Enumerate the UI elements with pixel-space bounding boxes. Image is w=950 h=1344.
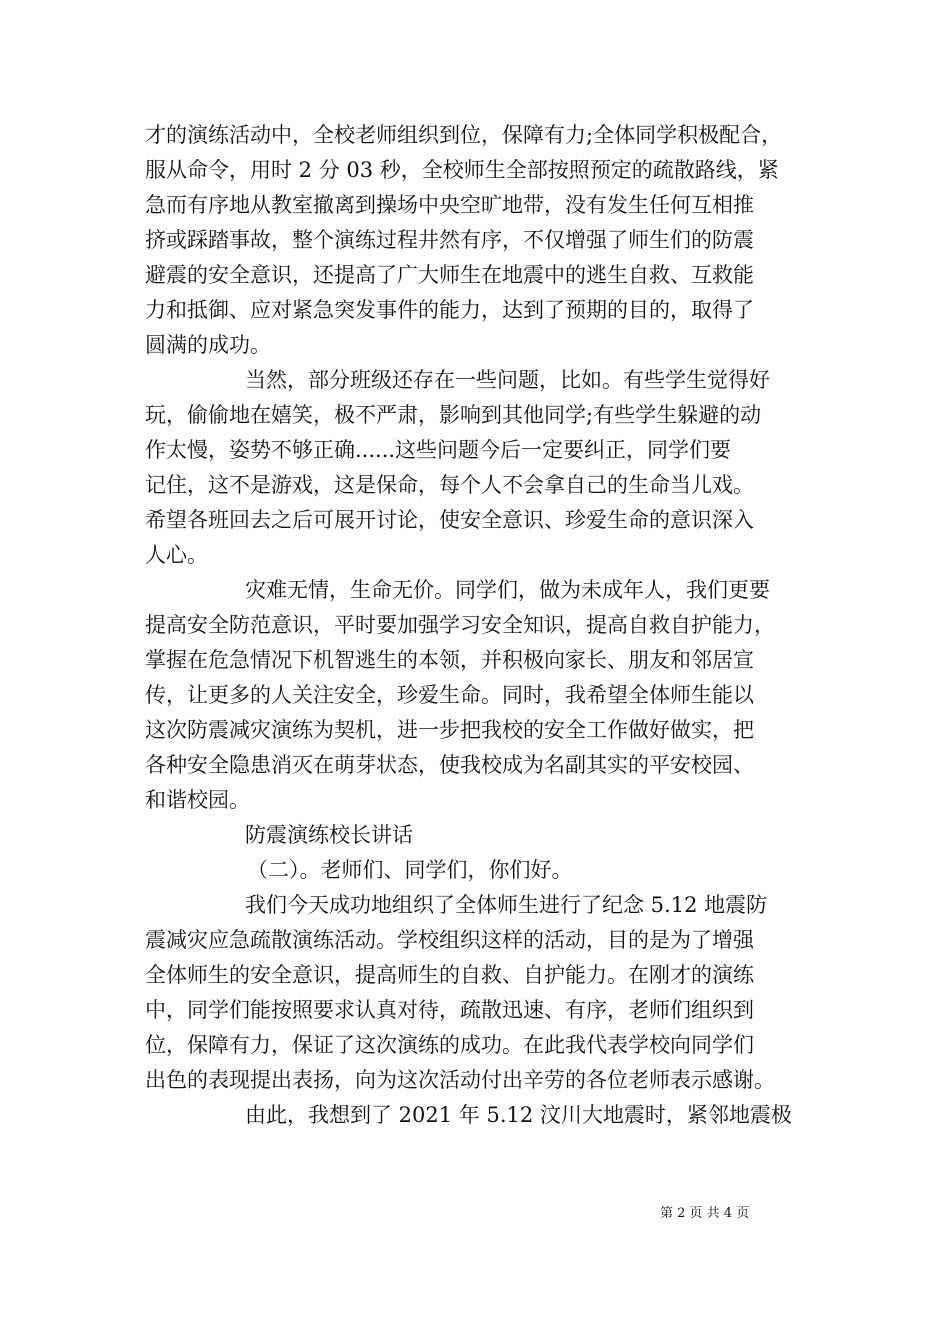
text-line: 才的演练活动中，全校老师组织到位，保障有力;全体同学积极配合，	[145, 123, 783, 147]
text-line: 各种安全隐患消灭在萌芽状态，使我校成为名副其实的平安校园、	[145, 753, 754, 777]
text-line: 全体师生的安全意识，提高师生的自救、自护能力。在刚才的演练	[145, 963, 754, 987]
text-line: 玩，偷偷地在嬉笑，极不严肃，影响到其他同学;有些学生躲避的动	[145, 403, 762, 427]
text-line: 传，让更多的人关注安全，珍爱生命。同时，我希望全体师生能以	[145, 683, 754, 707]
page-number-footer: 第 2 页 共 4 页	[660, 1206, 750, 1221]
text-line: 力和抵御、应对紧急突发事件的能力，达到了预期的目的，取得了	[145, 298, 754, 322]
text-line: 服从命令，用时 2 分 03 秒，全校师生全部按照预定的疏散路线，紧	[145, 158, 779, 182]
text-line: 震减灾应急疏散演练活动。学校组织这样的活动，目的是为了增强	[145, 928, 754, 952]
paragraph-start-line: 由此，我想到了 2021 年 5.12 汶川大地震时，紧邻地震极	[245, 1103, 792, 1127]
text-line: 这次防震减灾演练为契机，进一步把我校的安全工作做好做实，把	[145, 718, 754, 742]
section-subheading: （二）。老师们、同学们，你们好。	[247, 858, 573, 882]
document-body	[145, 118, 810, 1133]
text-line: 中，同学们能按照要求认真对待，疏散迅速、有序，老师们组织到	[145, 998, 754, 1022]
paragraph-start-line: 灾难无情，生命无价。同学们，做为未成年人，我们更要	[245, 578, 770, 602]
text-line: 挤或踩踏事故，整个演练过程井然有序，不仅增强了师生们的防震	[145, 228, 754, 252]
text-line: 避震的安全意识，还提高了广大师生在地震中的逃生自救、互救能	[145, 263, 754, 287]
text-line: 作太慢，姿势不够正确......这些问题今后一定要纠正，同学们要	[145, 438, 732, 462]
text-line: 提高安全防范意识，平时要加强学习安全知识，提高自救自护能力，	[145, 613, 775, 637]
text-line: 记住，这不是游戏，这是保命，每个人不会拿自己的生命当儿戏。	[145, 473, 754, 497]
text-line: 和谐校园。	[145, 788, 250, 812]
text-line: 人心。	[145, 543, 208, 567]
text-line: 掌握在危急情况下机智逃生的本领，并积极向家长、朋友和邻居宣	[145, 648, 754, 672]
text-line: 希望各班回去之后可展开讨论，使安全意识、珍爱生命的意识深入	[145, 508, 754, 532]
text-line: 位，保障有力，保证了这次演练的成功。在此我代表学校向同学们	[145, 1033, 754, 1057]
text-line: 急而有序地从教室撤离到操场中央空旷地带，没有发生任何互相推	[145, 193, 754, 217]
text-line: 圆满的成功。	[145, 333, 271, 357]
section-heading: 防震演练校长讲话	[245, 823, 413, 847]
paragraph-start-line: 当然，部分班级还存在一些问题，比如。有些学生觉得好	[245, 368, 770, 392]
text-line: 出色的表现提出表扬，向为这次活动付出辛劳的各位老师表示感谢。	[145, 1068, 775, 1092]
paragraph-start-line: 我们今天成功地组织了全体师生进行了纪念 5.12 地震防	[245, 893, 768, 917]
